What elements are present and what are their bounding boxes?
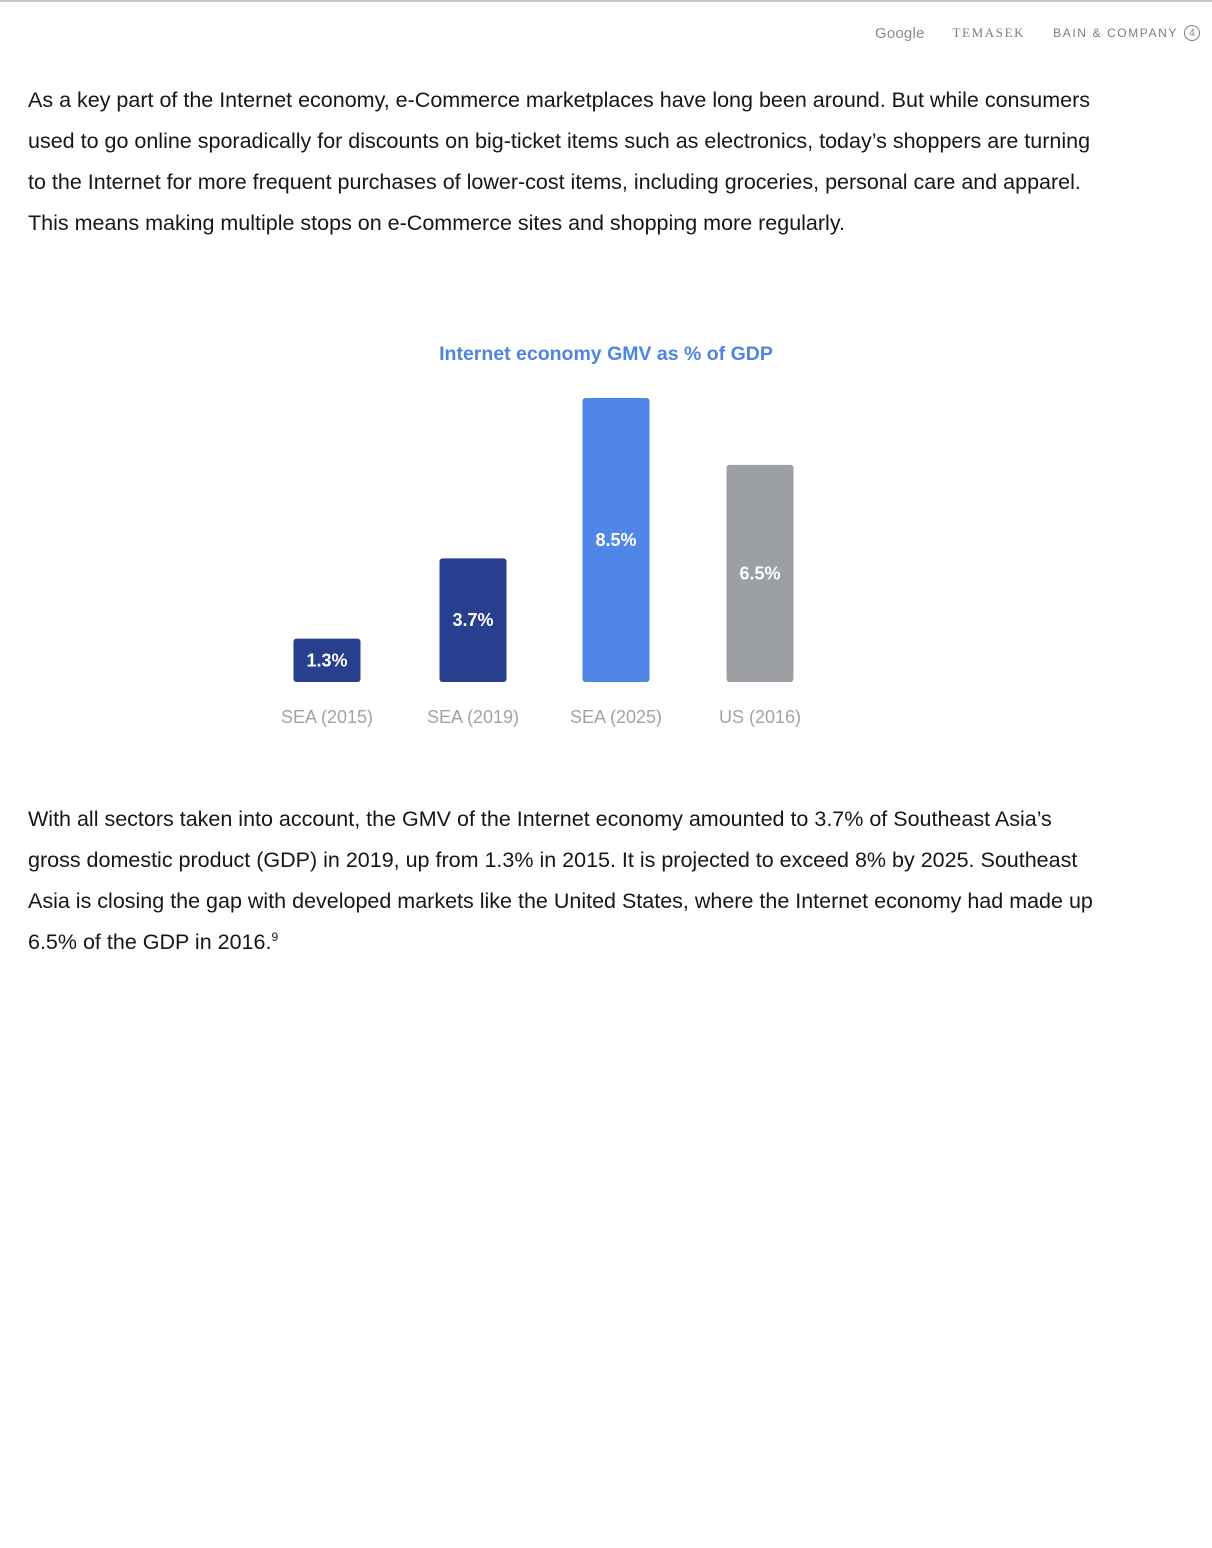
- temasek-logo: TEMASEK: [952, 25, 1026, 40]
- category-label-2: SEA (2019): [426, 707, 520, 727]
- footnote-marker: 9: [271, 929, 279, 944]
- page-number: 4: [1184, 25, 1200, 41]
- bain-logo: BAIN & COMPANY: [1053, 26, 1178, 40]
- google-logo: Google: [874, 24, 925, 42]
- category-label-3: SEA (2025): [569, 707, 663, 727]
- category-label-4: US (2016): [718, 707, 802, 727]
- bar-value-label-1: 1.3%: [306, 650, 348, 671]
- bar-chart: [0, 380, 1212, 740]
- chart-title: Internet economy GMV as % of GDP: [439, 343, 773, 365]
- intro-paragraph: As a key part of the Internet economy, e-Commerce marketplaces have long been around. But while consumers used to go online sporadically for discounts on big-ticket items such as electronics, today’s shoppers are turning to the Internet for more frequent purchases of lower-cost items, including groceries, personal care and apparel. This means making multiple stops on e-Commerce sites and shopping more regularly.: [28, 88, 1091, 235]
- report-header: [875, 20, 1200, 46]
- top-rule: [0, 0, 1212, 2]
- summary-text: With all sectors taken into account, the GMV of the Internet economy amounted to 3.7% of Southeast Asia’s gross domestic product (GDP) in 2019, up from 1.3% in 2015. It is projected to exceed 8% by 2025. Southeast Asia is closing the gap with developed markets like the United States, where the Internet economy had made up 6.5% of the GDP in 2016.: [28, 807, 1093, 954]
- bar-value-label-3: 8.5%: [595, 530, 637, 550]
- bar-value-label-2: 3.7%: [452, 610, 494, 631]
- bar-value-label-4: 6.5%: [739, 563, 781, 584]
- category-label-1: SEA (2015): [280, 707, 374, 727]
- summary-paragraph: [28, 799, 1108, 963]
